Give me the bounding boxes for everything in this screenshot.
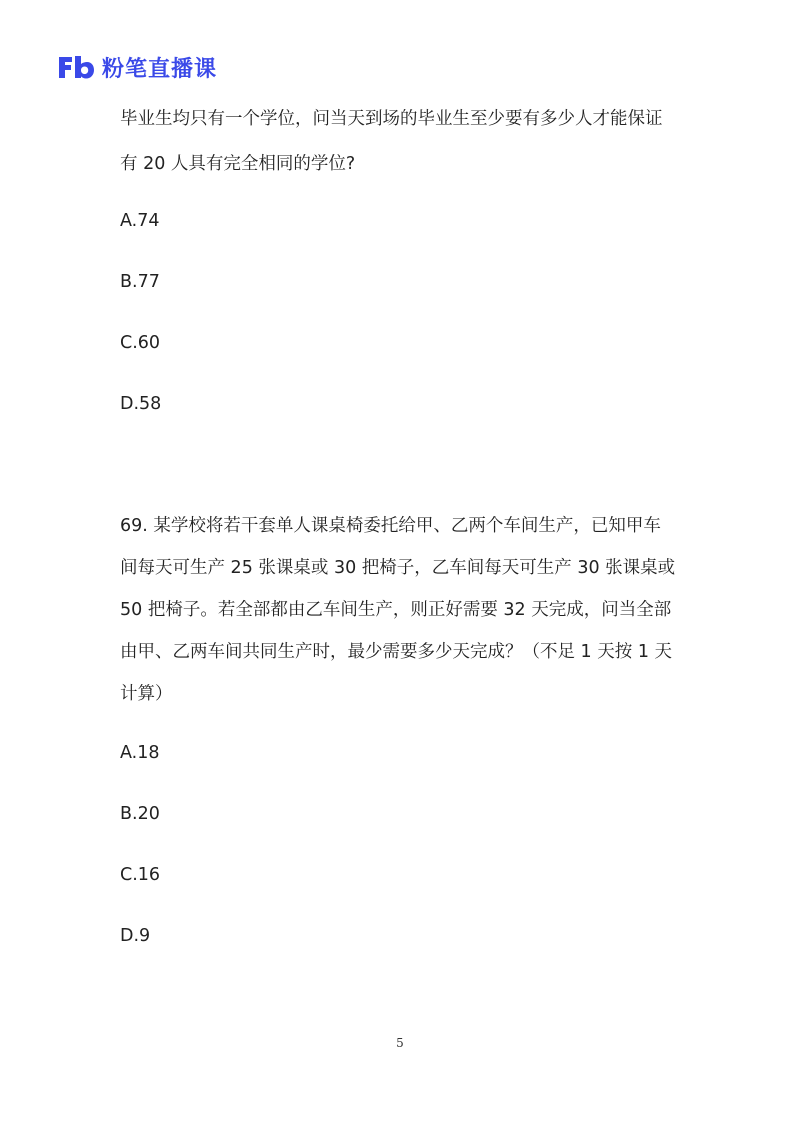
option-c: C.60 (120, 333, 161, 353)
question-69-text-line: 69. 某学校将若干套单人课桌椅委托给甲、乙两个车间生产，已知甲车 (120, 516, 661, 536)
page-number: 5 (396, 1036, 404, 1050)
option-d: D.9 (120, 926, 151, 946)
question-69-text-line: 间每天可生产 25 张课桌或 30 把椅子，乙车间每天可生产 30 张课桌或 (120, 558, 676, 578)
brand-header (56, 50, 217, 84)
question-text-line: 毕业生均只有一个学位，问当天到场的毕业生至少要有多少人才能保证 (120, 109, 663, 129)
question-69-text-line: 由甲、乙两车间共同生产时，最少需要多少天完成？（不足 1 天按 1 天 (120, 642, 673, 662)
option-c: C.16 (120, 865, 161, 885)
fb-logo-icon (56, 53, 96, 81)
question-69-text-line: 计算） (120, 684, 173, 704)
option-a: A.18 (120, 743, 160, 763)
question-text-line: 有 20 人具有完全相同的学位? (120, 154, 356, 174)
option-b: B.77 (120, 272, 160, 292)
option-d: D.58 (120, 394, 162, 414)
question-69-text-line: 50 把椅子。若全部都由乙车间生产，则正好需要 32 天完成，问当全部 (120, 600, 672, 620)
option-b: B.20 (120, 804, 160, 824)
option-a: A.74 (120, 211, 160, 231)
brand-name: 粉笔直播课 (102, 56, 218, 82)
